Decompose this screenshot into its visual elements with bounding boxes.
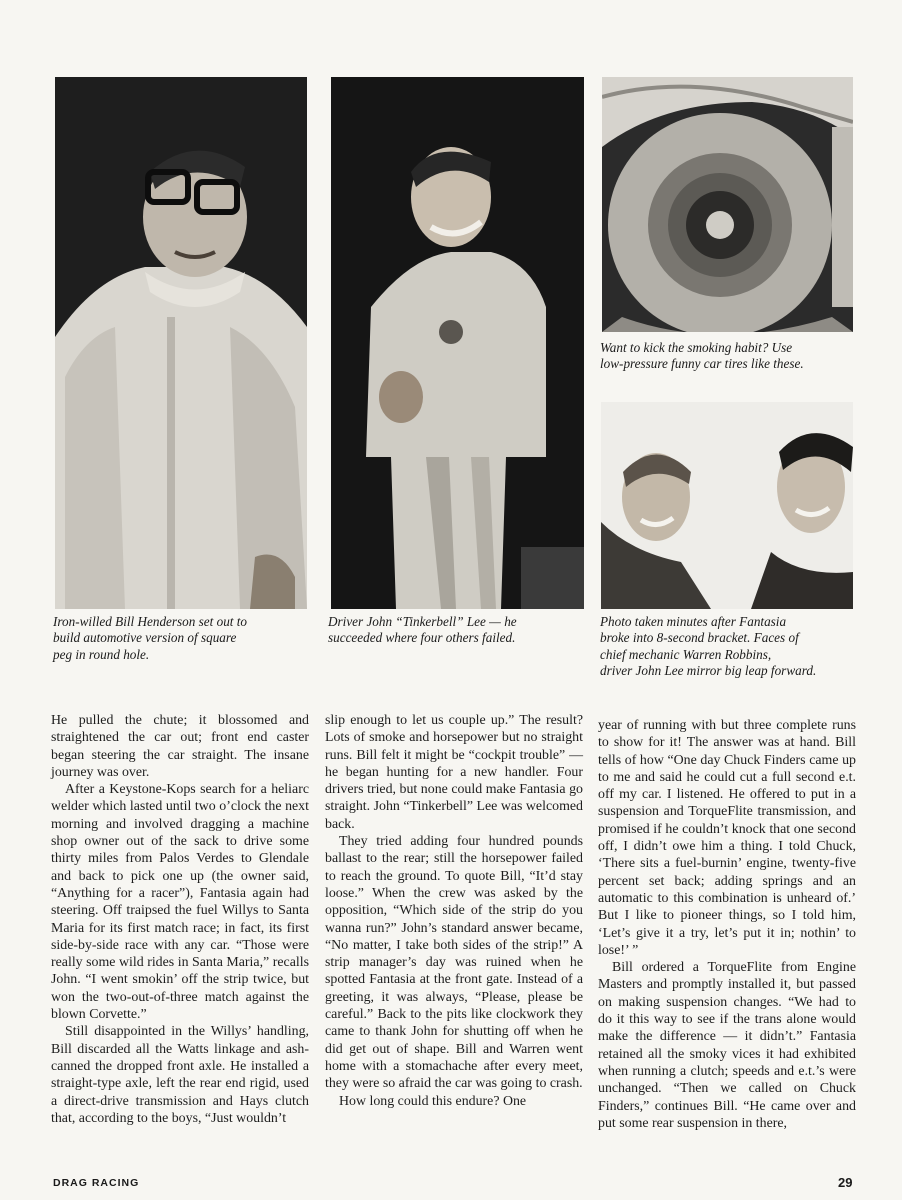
footer-magazine-name: DRAG RACING — [53, 1177, 140, 1189]
photo-bill-henderson-caption: Iron-willed Bill Henderson set out to build automotive version of square peg in round hole. — [53, 614, 248, 662]
article-paragraph: After a Keystone-Kops search for a heliarc welder which lasted until two o’clock the next morning and involved dragging a machine shop owner out of the sack to drive some thirty miles from Palos Verdes to Glendale and back to pick one up (the owner said, “Anything for a racer”), Fantasia again had steering. Off traipsed the fuel Willys to Santa Maria for its first match race; in fact, its first side-by-side race with any car. “Those were really some wild rides in Santa Maria,” recalls John. “I went smokin’ off the strip twice, but won the two-out-of-three match against the blown Corvette.” — [51, 782, 309, 1023]
photo-robbins-and-lee-caption: Photo taken minutes after Fantasia broke into 8-second bracket. Faces of chief mechanic Warren Robbins, driver John Lee mirror big leap forward. — [600, 614, 817, 679]
article-column-1 — [51, 712, 309, 1127]
photo-tire-caption: Want to kick the smoking habit? Use low-pressure funny car tires like these. — [600, 340, 804, 372]
photo-bill-henderson-image — [55, 77, 307, 609]
photo-john-lee-image — [331, 77, 584, 609]
photo-bill-henderson — [55, 77, 307, 609]
article-paragraph: Bill ordered a TorqueFlite from Engine Masters and promptly installed it, but passed on making suspension changes. “We had to do it this way to see if the trans alone would make the difference — it didn’t.” Fantasia retained all the smoky vices it had exhibited when running a clutch; speeds and e.t.’s were unchanged. “Then we called on Chuck Finders,” continues Bill. “He came over and put some rear suspension in there, — [598, 960, 856, 1131]
photo-john-lee — [331, 77, 584, 609]
article-column-3 — [598, 717, 856, 1132]
photo-robbins-and-lee-image — [601, 402, 853, 609]
article-column-2 — [325, 712, 583, 1110]
article-paragraph: slip enough to let us couple up.” The result? Lots of smoke and horsepower but no straight runs. Bill felt it might be “cockpit trouble” — he began hunting for a new handler. Four drivers tried, but none could make Fantasia go straight. John “Tinkerbell” Lee was welcomed back. — [325, 713, 583, 832]
article-paragraph: He pulled the chute; it blossomed and straightened the car out; front end caster began steering the car straight. The insane journey was over. — [51, 713, 309, 780]
photo-john-lee-caption: Driver John “Tinkerbell” Lee — he succeeded where four others failed. — [328, 614, 517, 646]
article-paragraph: Still disappointed in the Willys’ handling, Bill discarded all the Watts linkage and ash-canned the dropped front axle. He installed a straight-type axle, left the rear end rigid, used a direct-drive transmission and Hays clutch that, according to the boys, “Just wouldn’t — [51, 1024, 309, 1126]
photo-tire — [602, 77, 853, 332]
photo-tire-image — [602, 77, 853, 332]
article-paragraph: year of running with but three complete runs to show for it! The answer was at hand. Bill tells of how “One day Chuck Finders came up to me and said he could cut a full second e.t. off my car. I listened. He offered to put in a suspension and TorqueFlite transmission, and promised if he couldn’t knock that one second off, I didn’t owe him a thing. I told Chuck, ‘There sits a fuel-burnin’ engine, twenty-five percent set back; adding springs and an automatic to this combination is unheard of.’ But I like to pioneer things, so I told him, ‘Let’s give it a try, let’s put it in; nothin’ to lose!’ ” — [598, 718, 856, 958]
article-paragraph: How long could this endure? One — [339, 1093, 527, 1109]
photo-robbins-and-lee — [601, 402, 853, 609]
article-paragraph: They tried adding four hundred pounds ballast to the rear; still the horsepower failed to reach the ground. To quote Bill, “It’d stay loose.” When the crew was asked by the opposition, “Which side of the strip do you wanna run?” John’s standard answer became, “No matter, I take both sides of the strip!” A strip manager’s day was ruined when he spotted Fantasia at the front gate. Instead of a greeting, it was always, “Please, please be careful.” Back to the pits like clockwork they came to thank John for shutting off when he did get out of shape. Bill and Warren went home with a stomachache after every meet, they were so afraid the car was going to crash. — [325, 834, 583, 1092]
page-number: 29 — [838, 1175, 853, 1190]
